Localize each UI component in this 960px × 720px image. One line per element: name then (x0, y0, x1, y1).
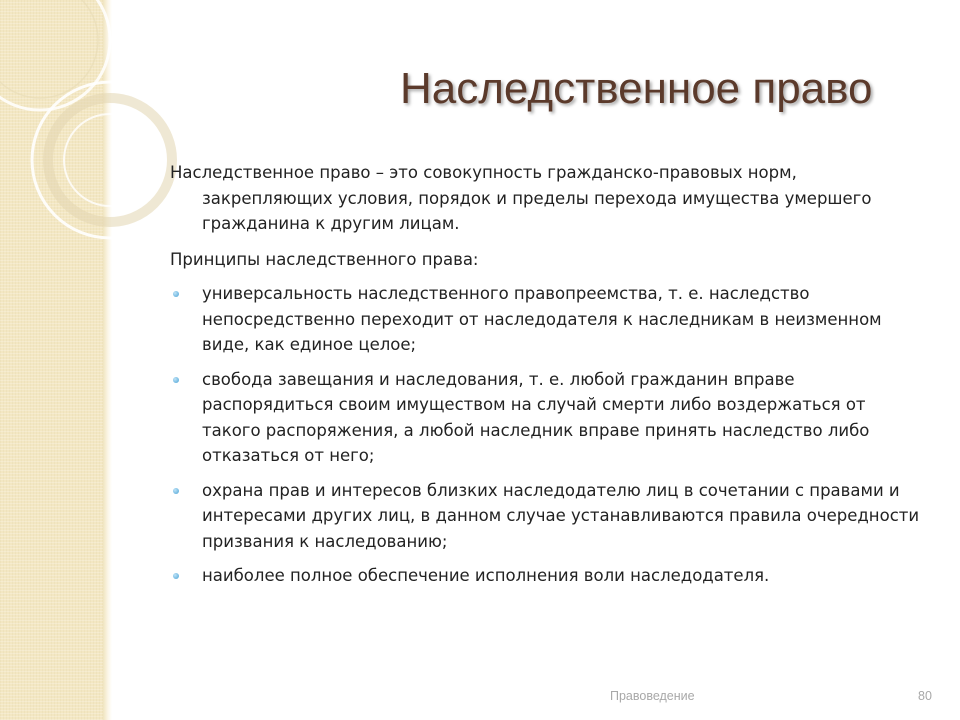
slide-body (170, 160, 920, 589)
decorative-circle-ring-inner (64, 114, 156, 206)
decorative-circle-ring-outer (32, 82, 188, 238)
footer-subject: Правоведение (610, 689, 695, 703)
bullet-icon (173, 291, 179, 297)
principle-text: универсальность наследственного правопреемства, т. е. наследство непосредственно переходит от наследодателя к наследникам в неизменном виде, как единое целое; (202, 284, 882, 354)
list-item (170, 281, 920, 358)
decorative-circle-ring-thick (48, 98, 172, 222)
list-item (170, 478, 920, 555)
principles-list (170, 281, 920, 589)
bullet-icon (173, 573, 179, 579)
definition-paragraph: Наследственное право – это совокупность гражданско-правовых норм, закрепляющих условия, порядок и пределы перехода имущества умершего гражданина к другим лицам. (170, 163, 872, 233)
page-number: 80 (918, 689, 932, 703)
bullet-icon (173, 377, 179, 383)
decorative-circle-inner (0, 0, 98, 98)
principle-text: наиболее полное обеспечение исполнения воли наследодателя. (202, 566, 770, 585)
list-item (170, 367, 920, 469)
bullet-icon (173, 488, 179, 494)
principle-text: свобода завещания и наследования, т. е. любой гражданин вправе распорядиться своим имуществом на случай смерти либо воздержаться от такого распоряжения, а любой наследник вправе принять наследство либо отказаться от него; (202, 369, 870, 465)
list-item (170, 563, 920, 589)
principle-text: охрана прав и интересов близких наследодателю лиц в сочетании с правами и интересами других лиц, в данном случае устанавливаются правила очередности призвания к наследованию; (202, 480, 920, 551)
principles-heading: Принципы наследственного права: (170, 249, 479, 269)
slide-title: Наследственное право (400, 64, 873, 113)
